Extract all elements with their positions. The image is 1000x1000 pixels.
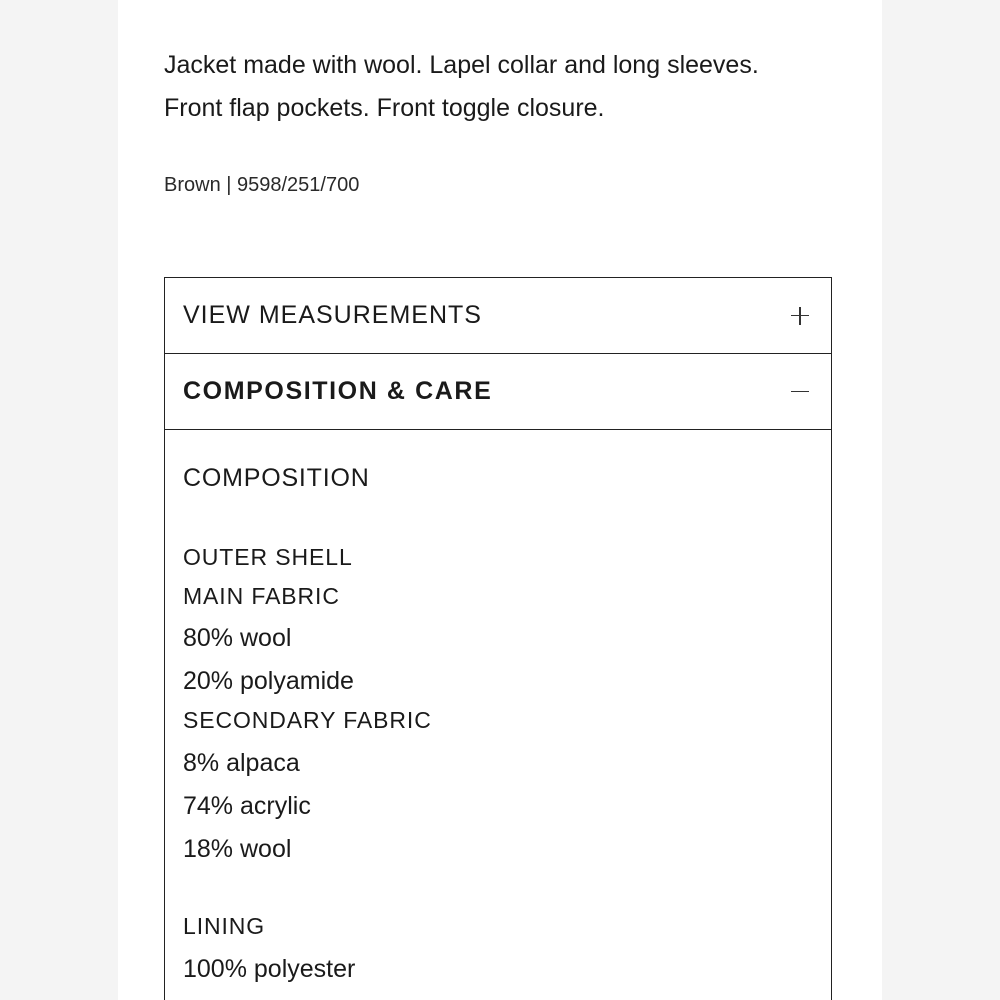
composition-item: 8% alpaca — [183, 749, 300, 777]
composition-item: 20% polyamide — [183, 667, 354, 695]
composition-care-title: COMPOSITION & CARE — [183, 377, 493, 405]
outer-shell-label: OUTER SHELL — [183, 544, 353, 570]
details-accordion — [164, 277, 832, 1000]
composition-item: 100% polyester — [183, 955, 356, 983]
main-fabric-label: MAIN FABRIC — [183, 583, 340, 609]
plus-icon[interactable] — [791, 307, 809, 325]
lining-label: LINING — [183, 913, 266, 939]
composition-item: 80% wool — [183, 624, 292, 652]
product-details-panel — [118, 0, 882, 1000]
composition-item: 18% wool — [183, 835, 292, 863]
composition-care-header[interactable] — [165, 354, 831, 430]
description-line: Front flap pockets. Front toggle closure. — [164, 94, 605, 122]
product-description — [164, 44, 864, 130]
view-measurements-title: VIEW MEASUREMENTS — [183, 301, 482, 329]
composition-heading: COMPOSITION — [183, 464, 370, 492]
minus-icon[interactable] — [791, 383, 809, 401]
view-measurements-header[interactable] — [165, 278, 831, 354]
color-reference: Brown | 9598/251/700 — [164, 174, 360, 196]
composition-item: 74% acrylic — [183, 792, 311, 820]
description-line: Jacket made with wool. Lapel collar and long sleeves. — [164, 51, 759, 79]
secondary-fabric-label: SECONDARY FABRIC — [183, 707, 432, 733]
